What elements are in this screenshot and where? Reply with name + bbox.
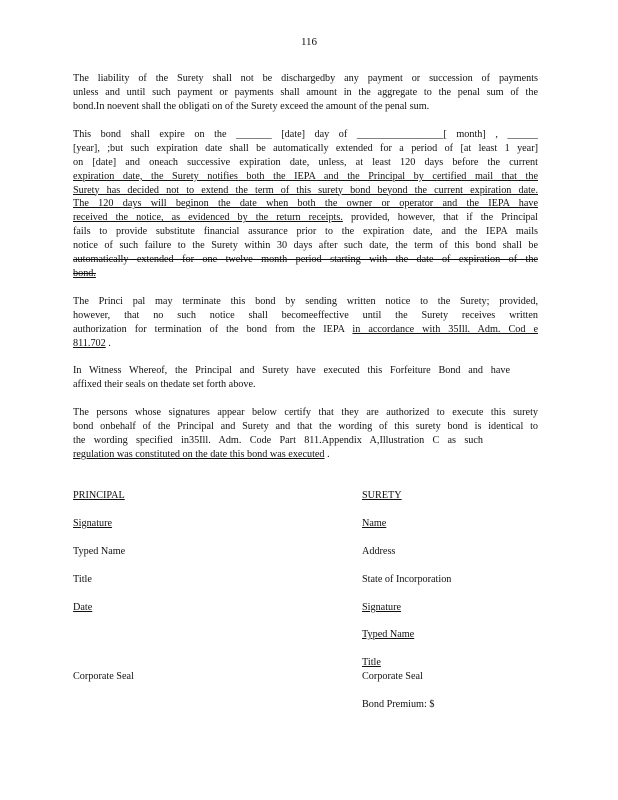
underlined-text: expiration date, the Surety notifies both the IEPA and the Principal [73, 170, 406, 182]
surety-address-label: Address [362, 546, 396, 557]
plain-text: . [105, 337, 111, 349]
witness-paragraph [73, 364, 538, 392]
plain-text: authorization for termination of the bond from the IEPA [73, 323, 353, 335]
underlined-text: by certified mail that the [405, 170, 538, 182]
text-line: the wording specified in35Ill. Adm. Code Part 811.Appendix A,Illustration C as such [73, 434, 483, 446]
text-line: unless and until such payment or payments shall amount in the aggregate to the penal sum of the [73, 86, 538, 98]
text-line: however, that no such notice shall becomeeffective until the Surety receives written [73, 309, 538, 321]
principal-title-label: Title [73, 574, 92, 585]
text-line: This bond shall expire on the _______ [date] day of _________________[ month] , ______ [73, 129, 538, 140]
principal-corporate-seal-label: Corporate Seal [73, 671, 134, 682]
principal-header: PRINCIPAL [73, 490, 125, 501]
page-number: 116 [300, 36, 318, 48]
surety-name-label: Name [362, 518, 387, 529]
principal-typed-name-label: Typed Name [73, 546, 126, 557]
text-line: bond.In noevent shall the obligati on of the Surety exceed the amount of the penal sum. [73, 100, 430, 112]
surety-typed-name-label: Typed Name [362, 629, 415, 640]
text-line: fails to provide substitute financial assurance prior to the expiration date, and the IEPA mails [73, 226, 538, 238]
certification-paragraph [73, 406, 538, 462]
surety-bond-premium-label: Bond Premium: $ [362, 699, 435, 710]
surety-header: SURETY [362, 490, 402, 501]
text-line: notice of such failure to the Surety within 30 days after such date, the term of this bond shall be [73, 240, 538, 252]
text-line: The Princi pal may terminate this bond by sending written notice to the Surety; provided, [73, 296, 538, 307]
underlined-text: received the notice, as evidenced by the return receipts. [73, 212, 343, 224]
surety-title-label: Title [362, 657, 381, 668]
text-line [73, 337, 538, 351]
underlined-text: regulation was constituted on the date this bond was executed [73, 448, 325, 460]
text-line [73, 323, 538, 337]
text-line: on [date] and oneach successive expiration date, unless, at least 120 days before the current [73, 156, 538, 168]
text-line: The liability of the Surety shall not be dischargedby any payment or succession of payments [73, 73, 538, 84]
struck-text-line: automatically extended for one twelve month period starting with the date of expiration of the [73, 254, 538, 266]
text-line: The persons whose signatures appear below certify that they are authorized to execute this surety [73, 407, 538, 418]
surety-signature-label: Signature [362, 602, 402, 613]
text-line: In Witness Whereof, the Principal and Surety have executed this Forfeiture Bond and have [73, 365, 510, 376]
surety-state-label: State of Incorporation [362, 574, 452, 585]
text-line: affixed their seals on thedate set forth above. [73, 378, 256, 390]
liability-paragraph [73, 72, 538, 114]
surety-corporate-seal-label: Corporate Seal [362, 671, 423, 682]
text-line: The 120 days will beginon the date when both the owner or operator and the IEPA have [73, 198, 538, 210]
text-line: bond onbehalf of the Principal and Surety and that the wording of this surety bond is identical to [73, 420, 538, 432]
underlined-text: 811.702 [73, 337, 106, 349]
principal-date-label: Date [73, 602, 93, 613]
struck-text-line: bond. [73, 267, 96, 279]
text-line [73, 170, 538, 184]
text-line: Surety has decided not to extend the term of this surety bond beyond the current expiration date. [73, 184, 538, 196]
text-line: [year], ;but such expiration date shall be automatically extended for a period of [at least 1 year] [73, 142, 538, 154]
termination-paragraph [73, 295, 538, 351]
text-line [73, 211, 538, 225]
expiration-paragraph [73, 128, 538, 281]
plain-text: . [324, 448, 330, 460]
underlined-text: in accordance with 35Ill. Adm. Cod e [352, 323, 538, 335]
principal-signature-label: Signature [73, 518, 113, 529]
plain-text: provided, however, that if the Principal [342, 212, 538, 224]
text-line [73, 448, 538, 462]
